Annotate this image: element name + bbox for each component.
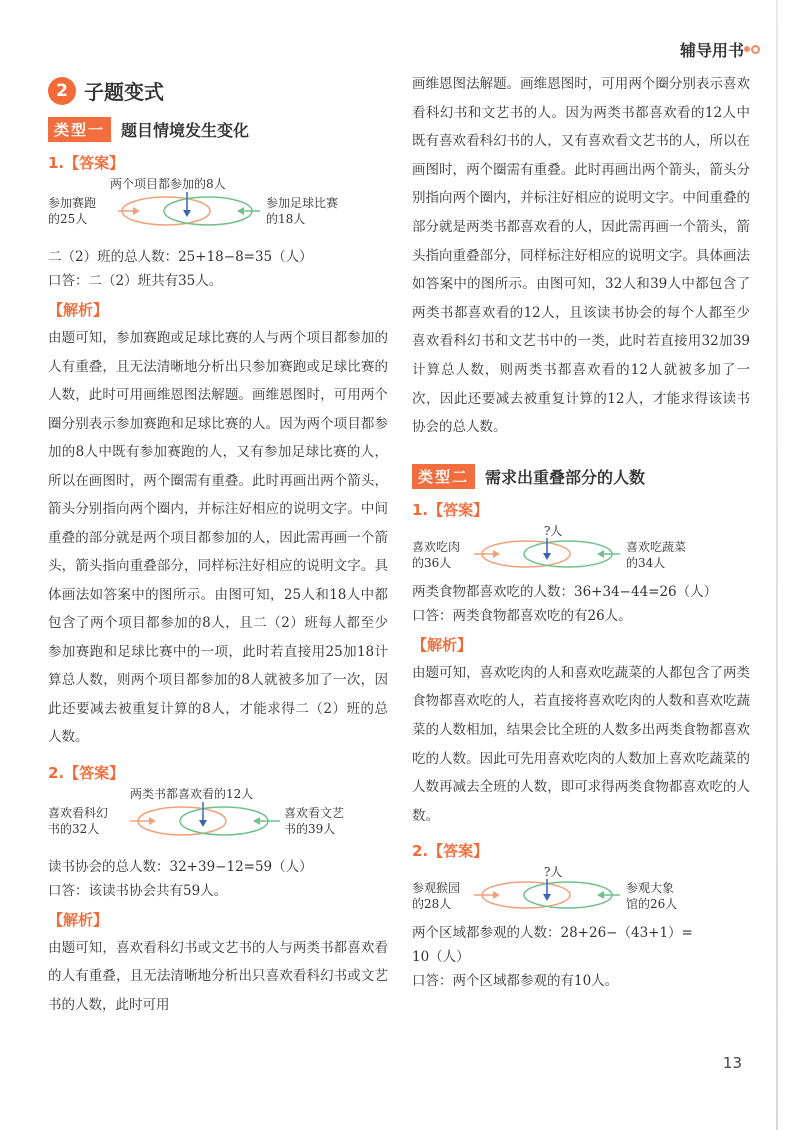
venn-left-label-1: 喜欢看科幻	[48, 805, 109, 820]
mid-arrow-head	[543, 553, 551, 560]
type2-tag: 类型二	[412, 464, 475, 489]
venn-top-label: 两个项目都参加的8人	[110, 177, 226, 191]
type2-title: 需求出重叠部分的人数	[485, 467, 646, 487]
header-ring-icon	[751, 45, 760, 54]
answer-line: 读书协会的总人数：32+39−12=59（人）	[48, 858, 313, 875]
venn-left-label-2: 的36人	[412, 555, 452, 570]
venn-left-label-2: 书的32人	[48, 821, 100, 836]
right-arrow-head	[237, 207, 244, 215]
section-heading	[48, 76, 388, 105]
venn-right-label-2: 的34人	[626, 555, 666, 570]
mid-arrow-head	[543, 894, 551, 901]
mid-arrow-head	[183, 210, 191, 217]
answer-line: 口答：二（2）班共有35人。	[48, 273, 223, 289]
venn-right-label-1: 喜欢看文艺	[284, 805, 345, 820]
venn-right-label-1: 参观大象	[626, 881, 675, 896]
venn-right-label-2: 的18人	[266, 212, 306, 226]
venn-left-label-2: 的28人	[412, 897, 452, 912]
header-dot-icon	[744, 46, 750, 52]
left-arrow-head	[133, 207, 140, 215]
type1-heading	[48, 117, 388, 142]
venn-graphic	[48, 787, 388, 855]
venn-graphic	[412, 524, 750, 580]
right-arrow-head	[597, 550, 604, 558]
type1-q1-jiexi-head: 【解析】	[48, 301, 109, 319]
type1-q1-answer-head: 1.【答案】	[48, 154, 125, 172]
type1-q2-jiexi-part2: 画维恩图法解题。画维恩图时，可用两个圈分别表示喜欢看科幻书和文艺书的人。因为两类书都喜欢看的12人中既有喜欢看科幻书的人，又有喜欢看文艺书的人，所以在画图时，两个圈需有重叠。此时再画出两个箭头，箭头分别指向两个圈内，并标注好相应的说明文字。中间重叠的部分就是两类书都喜欢看的人，因此需再画一个箭头，箭头指向重叠部分，同样标注好相应的说明文字。具体画法如答案中的图所示。由图可知，32人和39人中都包含了两类书都喜欢看的12人，且该读书协会的每个人都至少喜欢看科幻书和文艺书中的一类，此时若直接用32加39计算总人数，则两类书都喜欢看的12人就被多加了一次，因此还要减去被重复计算的12人，才能求得该读书协会的总人数。	[412, 76, 750, 436]
left-column	[48, 76, 388, 1019]
type2-q1-jiexi: 由题可知，喜欢吃肉的人和喜欢吃蔬菜的人都包含了两类食物都喜欢吃的人，若直接将喜欢吃肉的人数和喜欢吃蔬菜的人数相加，结果会比全班的人数多出两类食物都喜欢吃的人数。因此可先用喜欢吃肉的人数加上喜欢吃蔬菜的人数再减去全班的人数，即可求得两类食物都喜欢吃的人数。	[412, 664, 750, 824]
type2-heading	[412, 464, 750, 489]
page-header: 辅导用书	[679, 41, 744, 60]
left-arrow-head	[149, 817, 156, 825]
section-number-badge: 2	[48, 77, 76, 105]
left-arrow-head	[493, 550, 500, 558]
venn-left-label-1: 参观猴园	[412, 881, 461, 896]
answer-line: 口答：两个区域都参观的有10人。	[412, 973, 619, 990]
left-arrow-head	[493, 891, 500, 899]
venn-left-label-1: 喜欢吃肉	[412, 539, 461, 554]
venn-right-label-1: 喜欢吃蔬菜	[626, 539, 687, 554]
venn-left-label-1: 参加赛跑	[48, 196, 97, 210]
answer-line: 两类食物都喜欢吃的人数：36+34−44=26（人）	[412, 583, 718, 600]
venn-diagram	[412, 865, 750, 921]
venn-graphic	[412, 865, 750, 921]
right-arrow-head	[597, 891, 604, 899]
right-arrow-head	[253, 817, 260, 825]
answer-line: 二（2）班的总人数：25+18−8=35（人）	[48, 249, 313, 265]
page-number: 13	[722, 1054, 742, 1072]
type1-q2-jiexi-part1: 由题可知，喜欢看科幻书或文艺书的人与两类书都喜欢看的人有重叠，且无法清晰地分析出只喜欢看科幻书或文艺书的人数，此时可用	[48, 939, 388, 1013]
venn-diagram	[48, 177, 388, 245]
venn-right-label-1: 参加足球比赛	[266, 196, 339, 210]
type2-q2-answer-head: 2.【答案】	[412, 842, 489, 861]
scan-edge	[776, 0, 778, 1130]
answer-line: 两个区域都参观的人数：28+26−（43+1）=	[412, 925, 693, 942]
venn-left-label-2: 的25人	[48, 212, 88, 226]
venn-top-label: ?人	[544, 523, 563, 538]
type1-q2-answer-head: 2.【答案】	[48, 763, 125, 782]
type1-tag: 类型一	[48, 117, 111, 142]
answer-line: 口答：该读书协会共有59人。	[48, 882, 228, 899]
right-column	[412, 70, 750, 993]
venn-diagram	[412, 524, 750, 580]
type1-title: 题目情境发生变化	[121, 121, 250, 140]
type1-q2-jiexi-head: 【解析】	[48, 910, 109, 929]
answer-line: 10（人）	[412, 949, 470, 966]
type2-q1-answer-head: 1.【答案】	[412, 500, 489, 519]
answer-line: 口答：两类食物都喜欢吃的有26人。	[412, 607, 632, 624]
type2-q1-jiexi-head: 【解析】	[412, 635, 473, 654]
section-title: 子题变式	[84, 80, 164, 104]
venn-top-label: 两类书都喜欢看的12人	[130, 786, 254, 801]
mid-arrow-head	[199, 820, 207, 827]
venn-graphic	[48, 177, 388, 245]
venn-right-label-2: 书的39人	[284, 821, 336, 836]
venn-diagram	[48, 787, 388, 855]
venn-right-label-2: 馆的26人	[626, 897, 678, 912]
venn-top-label: ?人	[544, 865, 563, 880]
type1-q1-jiexi: 由题可知，参加赛跑或足球比赛的人与两个项目都参加的人有重叠，且无法清晰地分析出只参加赛跑或足球比赛的人数，此时可用画维恩图法解题。画维恩图时，可用两个圈分别表示参加赛跑和足球比赛的人。因为两个项目都参加的8人中既有参加赛跑的人，又有参加足球比赛的人，所以在画图时，两个圈需有重叠。此时再画出两个箭头，箭头分别指向两个圈内，并标注好相应的说明文字。中间重叠的部分就是两个项目都参加的人，因此需再画一个箭头，箭头指向重叠部分，同样标注好相应的说明文字。具体画法如答案中的图所示。由图可知，25人和18人中都包含了两个项目都参加的8人，且二（2）班每人都至少参加赛跑和足球比赛中的一项，此时若直接用25加18计算总人数，则两个项目都参加的8人就被多加了一次，因此还要减去被重复计算的8人，才能求得二（2）班的总人数。	[48, 330, 388, 745]
